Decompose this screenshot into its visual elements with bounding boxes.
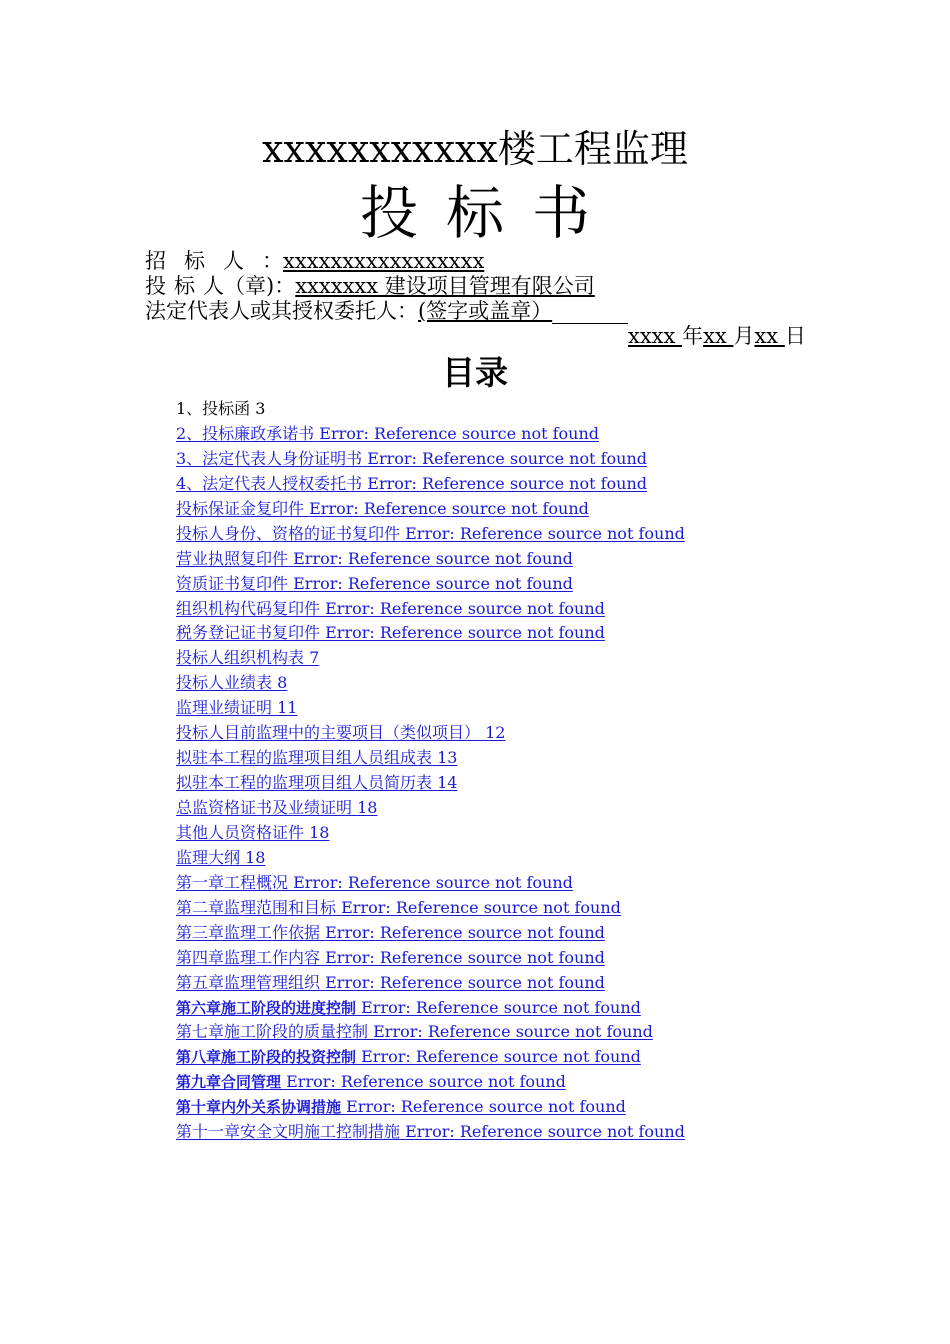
toc-entry-page: 3 — [255, 399, 266, 418]
toc-link[interactable] — [176, 798, 377, 817]
toc-entry-page: Error: Reference source not found — [286, 1072, 566, 1092]
toc-entry-page: 18 — [245, 847, 266, 867]
toc-entry[interactable] — [176, 671, 685, 696]
toc-entry-title: 第十一章安全文明施工控制措施 — [176, 1122, 401, 1142]
toc-entry-title: 第三章监理工作依据 — [176, 922, 321, 942]
legal-rep-line — [145, 298, 628, 324]
toc-entry-page: 12 — [485, 723, 506, 743]
toc-entry-page: 14 — [437, 773, 458, 793]
toc-link[interactable] — [176, 998, 641, 1017]
toc-entry-page: Error: Reference source not found — [293, 872, 573, 892]
toc-entry[interactable] — [176, 1020, 685, 1045]
toc-entry-title: 监理业绩证明 — [176, 698, 273, 718]
toc-link[interactable] — [176, 574, 573, 593]
toc-entry[interactable] — [176, 796, 685, 821]
toc-entry[interactable] — [176, 497, 685, 522]
tenderer-value: xxxxxxxxxxxxxxxxx — [283, 249, 485, 273]
date-day: xx — [754, 324, 785, 348]
toc-entry-page: Error: Reference source not found — [293, 573, 573, 593]
toc-entry-title: 投标人业绩表 — [176, 673, 273, 693]
toc-link[interactable] — [176, 723, 505, 742]
toc-entry-page: 18 — [309, 822, 330, 842]
toc-entry-title: 第十章内外关系协调措施 — [176, 1098, 342, 1117]
toc-entry-title: 第九章合同管理 — [176, 1073, 282, 1092]
toc-entry[interactable] — [176, 771, 685, 796]
toc-entry[interactable] — [176, 821, 685, 846]
toc-entry-title: 第八章施工阶段的投资控制 — [176, 1048, 357, 1067]
toc-entry-page: Error: Reference source not found — [405, 523, 685, 543]
toc-entry-page: Error: Reference source not found — [341, 897, 621, 917]
toc-entry-page: Error: Reference source not found — [373, 1022, 653, 1042]
toc-entry-title: 组织机构代码复印件 — [176, 598, 321, 618]
bidder-label-char-2: 标 — [174, 274, 195, 298]
toc-entry[interactable] — [176, 896, 685, 921]
toc-entry-page: 13 — [437, 748, 458, 768]
toc-link[interactable] — [176, 1097, 626, 1116]
toc-entry[interactable] — [176, 447, 685, 472]
toc-entry-page: Error: Reference source not found — [319, 423, 600, 443]
toc-entry-title: 2、投标廉政承诺书 — [176, 423, 315, 443]
toc-entry[interactable] — [176, 871, 685, 896]
toc-link[interactable] — [176, 623, 605, 642]
toc-entry-page: Error: Reference source not found — [325, 947, 605, 967]
bidder-value: xxxxxxx 建设项目管理有限公司 — [295, 274, 595, 298]
project-title: xxxxxxxxxxx楼工程监理 — [262, 127, 688, 171]
toc-entry[interactable] — [176, 921, 685, 946]
toc-link[interactable] — [176, 648, 319, 667]
toc-entry-title: 营业执照复印件 — [176, 548, 289, 568]
toc-link[interactable] — [176, 1047, 641, 1066]
toc-entry-page: Error: Reference source not found — [361, 997, 641, 1017]
toc-entry-title: 资质证书复印件 — [176, 573, 289, 593]
toc-entry[interactable] — [176, 597, 685, 622]
date-month-unit: 月 — [733, 324, 755, 348]
toc-entry-title: 拟驻本工程的监理项目组人员组成表 — [176, 748, 433, 768]
toc-link[interactable] — [176, 1072, 566, 1091]
toc-entry-title: 第六章施工阶段的进度控制 — [176, 998, 357, 1017]
toc-entry[interactable] — [176, 971, 685, 996]
bidder-label-char-1: 投 — [145, 274, 166, 298]
toc-link[interactable] — [176, 698, 297, 717]
toc-entry[interactable] — [176, 1120, 685, 1145]
toc-link[interactable] — [176, 873, 573, 892]
toc-entry[interactable] — [176, 522, 685, 547]
tenderer-separator: ： — [262, 249, 283, 273]
toc-entry-title: 第一章工程概况 — [176, 872, 289, 892]
toc-entry[interactable] — [176, 646, 685, 671]
toc-entry[interactable] — [176, 621, 685, 646]
toc-entry-title: 投标保证金复印件 — [176, 498, 305, 518]
toc-entry-page: Error: Reference source not found — [361, 1047, 641, 1067]
toc-link[interactable] — [176, 748, 457, 767]
bidder-label-rest: 人（章)： — [203, 274, 296, 298]
toc-link[interactable] — [176, 1122, 685, 1141]
toc-entry[interactable] — [176, 746, 685, 771]
toc-entry-title: 1、投标函 — [176, 399, 251, 418]
toc-entry[interactable] — [176, 1070, 685, 1095]
toc-entry-page: 18 — [357, 798, 378, 817]
toc-link[interactable] — [176, 474, 647, 493]
toc-entry-page: Error: Reference source not found — [325, 598, 605, 618]
toc-entry-title: 第五章监理管理组织 — [176, 972, 321, 992]
toc-entry[interactable] — [176, 946, 685, 971]
toc-entry-title: 监理大纲 — [176, 847, 241, 867]
bidder-line — [145, 273, 595, 299]
date-line — [628, 323, 806, 349]
toc-entry-title: 税务登记证书复印件 — [176, 623, 321, 643]
toc-entry-title: 其他人员资格证件 — [176, 822, 305, 842]
toc-link[interactable] — [176, 499, 589, 518]
toc-link[interactable] — [176, 1022, 653, 1041]
toc-entry-title: 3、法定代表人身份证明书 — [176, 448, 363, 468]
toc-link[interactable] — [176, 599, 605, 618]
table-of-contents — [176, 397, 685, 1145]
toc-link[interactable] — [176, 449, 647, 468]
toc-entry-title: 第七章施工阶段的质量控制 — [176, 1022, 369, 1042]
toc-entry[interactable] — [176, 1095, 685, 1120]
toc-entry[interactable] — [176, 472, 685, 497]
toc-entry[interactable] — [176, 422, 685, 447]
toc-entry[interactable] — [176, 996, 685, 1021]
toc-entry-title: 投标人目前监理中的主要项目（类似项目） — [176, 723, 481, 743]
toc-entry[interactable] — [176, 846, 685, 871]
toc-entry[interactable] — [176, 572, 685, 597]
toc-entry-page: Error: Reference source not found — [346, 1097, 626, 1117]
toc-entry[interactable] — [176, 696, 685, 721]
toc-link[interactable] — [176, 773, 457, 792]
tenderer-label: 招标人 — [145, 249, 262, 273]
toc-entry-page: Error: Reference source not found — [405, 1122, 685, 1142]
toc-link[interactable] — [176, 848, 265, 867]
toc-entry — [176, 397, 685, 422]
toc-entry-page: Error: Reference source not found — [325, 922, 605, 942]
tenderer-line — [145, 248, 484, 274]
toc-entry-page: Error: Reference source not found — [309, 498, 589, 518]
toc-link[interactable] — [176, 973, 605, 992]
toc-entry[interactable] — [176, 547, 685, 572]
toc-entry-page: Error: Reference source not found — [325, 623, 605, 643]
toc-heading: 目录 — [442, 353, 508, 392]
toc-link[interactable] — [176, 673, 287, 692]
toc-entry-title: 4、法定代表人授权委托书 — [176, 473, 363, 493]
toc-link[interactable] — [176, 948, 605, 967]
bidder-label — [145, 274, 295, 298]
toc-entry-page: 8 — [277, 673, 288, 693]
toc-link[interactable] — [176, 549, 573, 568]
toc-entry[interactable] — [176, 721, 685, 746]
toc-link[interactable] — [176, 524, 685, 543]
toc-entry[interactable] — [176, 1045, 685, 1070]
toc-text — [176, 399, 265, 418]
legal-rep-label: 法定代表人或其授权委托人： — [145, 299, 418, 323]
toc-entry-title: 投标人身份、资格的证书复印件 — [176, 523, 401, 543]
toc-entry-title: 拟驻本工程的监理项目组人员简历表 — [176, 773, 433, 793]
toc-link[interactable] — [176, 823, 329, 842]
legal-rep-value: (签字或盖章） — [418, 299, 553, 323]
toc-entry-title: 总监资格证书及业绩证明 — [176, 798, 353, 817]
toc-entry-page: Error: Reference source not found — [293, 548, 573, 568]
toc-link[interactable] — [176, 923, 605, 942]
toc-entry-page: 11 — [277, 698, 298, 718]
toc-entry-title: 第四章监理工作内容 — [176, 947, 321, 967]
document-title: 投标书 — [359, 179, 618, 247]
toc-entry-page: Error: Reference source not found — [367, 473, 648, 493]
date-day-unit: 日 — [784, 324, 806, 348]
date-year-unit: 年 — [682, 324, 704, 348]
toc-entry-title: 第二章监理范围和目标 — [176, 897, 337, 917]
toc-entry-page: Error: Reference source not found — [325, 972, 605, 992]
toc-link[interactable] — [176, 898, 621, 917]
date-month: xx — [703, 324, 734, 348]
signature-blank-line — [552, 303, 628, 324]
date-year: xxxx — [628, 324, 683, 348]
toc-entry-page: Error: Reference source not found — [367, 448, 648, 468]
toc-entry-title: 投标人组织机构表 — [176, 648, 305, 668]
toc-link[interactable] — [176, 424, 599, 443]
toc-entry-page: 7 — [309, 648, 320, 668]
